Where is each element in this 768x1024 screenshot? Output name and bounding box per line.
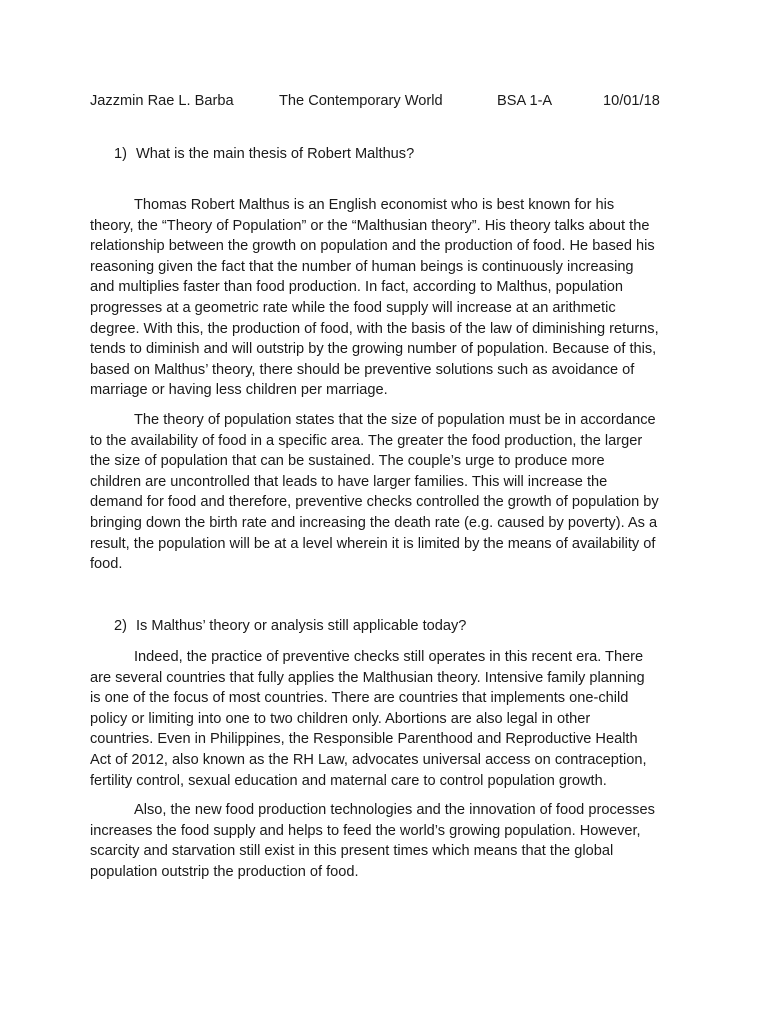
- paragraph-line: bringing down the birth rate and increasing the death rate (e.g. caused by poverty). As a: [90, 514, 658, 531]
- paragraph-line: Indeed, the practice of preventive checks still operates in this recent era. There: [134, 649, 644, 665]
- question-text: Is Malthus’ theory or analysis still applicable today?: [136, 618, 467, 634]
- paragraph-line: food.: [90, 556, 123, 573]
- paragraph-line: fertility control, sexual education and maternal care to control population growth.: [90, 772, 607, 789]
- paragraph-line: and multiplies faster than food production. In fact, according to Malthus, population: [90, 279, 623, 296]
- paragraph-line: tends to diminish and will outstrip by the growing number of population. Because of this,: [90, 341, 657, 358]
- paragraph-line: demand for food and therefore, preventive checks controlled the growth of population by: [90, 494, 659, 511]
- paragraph-line: Also, the new food production technologies and the innovation of food processes: [134, 802, 655, 818]
- paragraph-line: children are uncontrolled that leads to have larger families. This will increase the: [90, 473, 608, 490]
- section-label: BSA 1-A: [497, 93, 553, 109]
- paragraph-line: progresses at a geometric rate while the food supply will increase at an arithmetic: [90, 299, 616, 316]
- paragraph-line: the size of population that can be sustained. The couple’s urge to produce more: [90, 453, 605, 470]
- question-2: [114, 616, 466, 637]
- question-number: 2): [114, 618, 127, 634]
- paragraph-line: population outstrip the production of food.: [90, 863, 359, 880]
- paragraph-line: The theory of population states that the size of population must be in accordance: [134, 412, 656, 428]
- paragraph-line: is one of the focus of most countries. There are countries that implements one-child: [90, 690, 629, 707]
- paragraph-line: scarcity and starvation still exist in this present times which means that the global: [90, 843, 614, 860]
- paragraph-line: relationship between the growth on population and the production of food. He based his: [90, 238, 655, 255]
- answer-1-paragraph-2: [90, 410, 690, 575]
- answer-2-paragraph-1: [90, 647, 690, 791]
- question-number: 1): [114, 146, 127, 162]
- paragraph-line: Thomas Robert Malthus is an English economist who is best known for his: [134, 197, 615, 213]
- paragraph-line: theory, the “Theory of Population” or the “Malthusian theory”. His theory talks about the: [90, 217, 650, 234]
- paragraph-line: increases the food supply and helps to feed the world’s growing population. However,: [90, 822, 641, 839]
- answer-2-paragraph-2: [90, 800, 690, 882]
- answer-1-paragraph-1: [90, 195, 690, 401]
- question-1: [114, 144, 414, 165]
- paragraph-line: policy or limiting into one to two children only. Abortions are also legal in other: [90, 710, 591, 727]
- paragraph-line: are several countries that fully applies the Malthusian theory. Intensive family planning: [90, 669, 645, 686]
- paragraph-line: countries. Even in Philippines, the Responsible Parenthood and Reproductive Health: [90, 731, 638, 748]
- paragraph-line: based on Malthus’ theory, there should be preventive solutions such as avoidance of: [90, 361, 635, 378]
- document-header: [90, 91, 690, 113]
- course-title: The Contemporary World: [279, 93, 443, 109]
- document-date: 10/01/18: [603, 93, 660, 109]
- student-name: Jazzmin Rae L. Barba: [90, 93, 234, 109]
- paragraph-line: to the availability of food in a specific area. The greater the food production, the larger: [90, 432, 643, 449]
- question-text: What is the main thesis of Robert Malthus?: [136, 146, 415, 162]
- paragraph-line: degree. With this, the production of food, with the basis of the law of diminishing returns,: [90, 320, 659, 337]
- paragraph-line: marriage or having less children per marriage.: [90, 382, 388, 399]
- paragraph-line: Act of 2012, also known as the RH Law, advocates universal access on contraception,: [90, 751, 647, 768]
- paragraph-line: result, the population will be at a level wherein it is limited by the means of availability of: [90, 535, 656, 552]
- paragraph-line: reasoning given the fact that the number of human beings is continuously increasing: [90, 258, 634, 275]
